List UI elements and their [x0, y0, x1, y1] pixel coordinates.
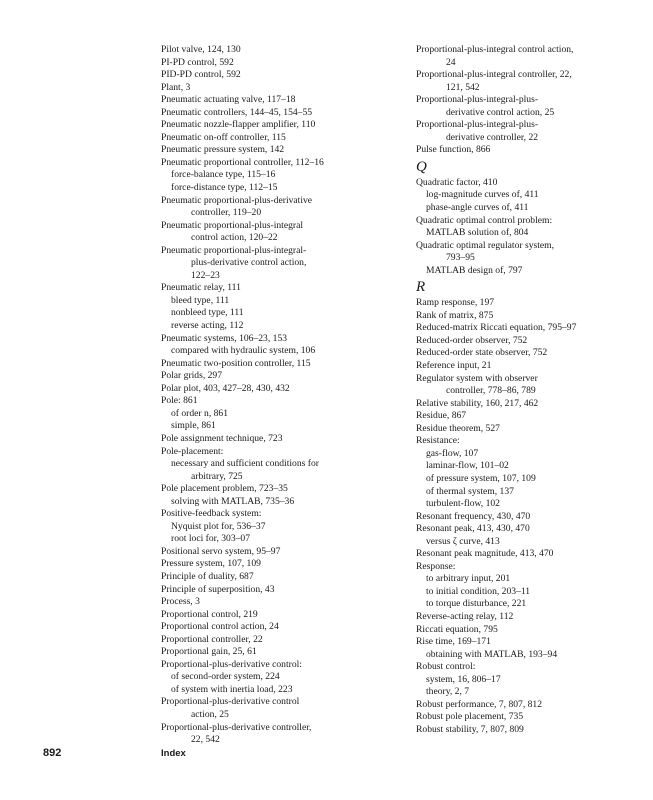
index-subentry: theory, 2, 7 — [426, 686, 470, 698]
index-entry: Riccati equation, 795 — [416, 623, 498, 635]
index-entry: Robust performance, 7, 807, 812 — [416, 698, 543, 710]
index-subentry: MATLAB solution of, 804 — [426, 227, 529, 239]
index-entry: Plant, 3 — [161, 81, 191, 93]
index-entry: Proportional-plus-integral-plus- — [416, 119, 539, 131]
index-entry: Positive-feedback system: — [161, 508, 262, 520]
index-entry: Proportional-plus-integral control action, — [416, 44, 574, 55]
index-entry: Regulator system with observer — [416, 372, 538, 384]
index-entry: Proportional control, 219 — [161, 608, 258, 620]
index-entry: Pneumatic actuating valve, 117–18 — [161, 94, 296, 106]
index-entry: Proportional-plus-derivative controller, — [161, 721, 312, 733]
index-entry: Pneumatic relay, 111 — [161, 282, 241, 294]
index-entry: Process, 3 — [161, 596, 200, 608]
index-subentry: 122–23 — [191, 269, 220, 281]
index-entry: Resonant peak, 413, 430, 470 — [416, 523, 530, 535]
index-subentry: action, 25 — [191, 708, 229, 720]
index-subentry: bleed type, 111 — [171, 294, 230, 306]
running-head: Index — [161, 748, 186, 759]
index-subentry: phase-angle curves of, 411 — [426, 202, 529, 214]
index-entry: Positional servo system, 95–97 — [161, 545, 281, 557]
index-entry: Resistance: — [416, 435, 460, 447]
index-subentry: obtaining with MATLAB, 193–94 — [426, 648, 558, 660]
index-entry: Pulse function, 866 — [416, 144, 491, 156]
index-entry: Proportional control action, 24 — [161, 621, 279, 633]
index-letter-heading: Q — [416, 158, 427, 175]
index-subentry: of second-order system, 224 — [171, 671, 280, 683]
index-entry: Pneumatic controllers, 144–45, 154–55 — [161, 106, 313, 118]
index-subentry: plus-derivative control action, — [191, 257, 307, 269]
index-entry: PI-PD control, 592 — [161, 56, 234, 68]
index-subentry: laminar-flow, 101–02 — [426, 460, 509, 472]
index-entry: Pneumatic proportional-plus-integral — [161, 219, 304, 231]
index-subentry: versus ζ curve, 413 — [426, 535, 500, 547]
index-entry: Quadratic optimal control problem: — [416, 214, 553, 226]
index-subentry: force-distance type, 112–15 — [171, 182, 278, 194]
index-entry: Pneumatic two-position controller, 115 — [161, 357, 311, 369]
index-subentry: MATLAB design of, 797 — [426, 264, 523, 276]
index-subentry: of order n, 861 — [171, 407, 229, 419]
index-entry: Robust control: — [416, 661, 476, 673]
index-entry: Ramp response, 197 — [416, 297, 495, 309]
index-entry: Pneumatic proportional-plus-derivative — [161, 194, 313, 206]
index-entry: Pressure system, 107, 109 — [161, 558, 261, 570]
index-subentry: log-magnitude curves of, 411 — [426, 189, 539, 201]
index-subentry: nonbleed type, 111 — [171, 307, 244, 319]
index-entry: Response: — [416, 560, 456, 572]
index-letter-heading: R — [416, 279, 426, 296]
index-entry: Pole assignment technique, 723 — [161, 432, 283, 444]
index-subentry: necessary and sufficient conditions for — [171, 458, 319, 470]
index-subentry: of thermal system, 137 — [426, 485, 514, 497]
index-subentry: solving with MATLAB, 735–36 — [171, 495, 295, 507]
index-entry: Reduced-order observer, 752 — [416, 334, 528, 346]
index-subentry: to arbitrary input, 201 — [426, 573, 511, 585]
index-entry: Quadratic factor, 410 — [416, 176, 498, 188]
index-entry: Pilot valve, 124, 130 — [161, 44, 241, 55]
index-column-right — [416, 44, 631, 736]
index-entry: Reduced-matrix Riccati equation, 795–97 — [416, 322, 577, 334]
index-entry: Proportional-plus-derivative control: — [161, 658, 302, 670]
index-entry: Robust pole placement, 735 — [416, 711, 524, 723]
index-entry: Pneumatic pressure system, 142 — [161, 144, 285, 156]
index-entry: Reference input, 21 — [416, 360, 492, 372]
index-entry: PID-PD control, 592 — [161, 69, 241, 81]
index-entry: Pole: 861 — [161, 395, 198, 407]
index-entry: Quadratic optimal regulator system, — [416, 239, 555, 251]
index-entry: Proportional gain, 25, 61 — [161, 646, 257, 658]
index-subentry: to initial condition, 203–11 — [426, 585, 531, 597]
index-entry: Pneumatic proportional-plus-integral- — [161, 244, 307, 256]
index-subentry: derivative control action, 25 — [446, 106, 555, 118]
index-entry: Principle of duality, 687 — [161, 570, 254, 582]
index-entry: Proportional-plus-integral controller, 22, — [416, 69, 572, 81]
index-subentry: root loci for, 303–07 — [171, 533, 251, 545]
index-entry: Pneumatic proportional controller, 112–16 — [161, 156, 324, 168]
index-subentry: force-balance type, 115–16 — [171, 169, 276, 181]
index-entry: Pneumatic systems, 106–23, 153 — [161, 332, 288, 344]
index-subentry: 121, 542 — [446, 81, 480, 93]
index-subentry: turbulent-flow, 102 — [426, 498, 500, 510]
index-subentry: control action, 120–22 — [191, 232, 278, 244]
index-entry: Resonant frequency, 430, 470 — [416, 510, 531, 522]
index-subentry: of system with inertia load, 223 — [171, 683, 293, 695]
index-entry: Relative stability, 160, 217, 462 — [416, 397, 539, 409]
index-entry: Reduced-order state observer, 752 — [416, 347, 548, 359]
index-entry: Polar plot, 403, 427–28, 430, 432 — [161, 382, 290, 394]
index-entry: Principle of superposition, 43 — [161, 583, 275, 595]
index-subentry: to torque disturbance, 221 — [426, 598, 527, 610]
index-entry: Pole placement problem, 723–35 — [161, 483, 288, 495]
index-column-left — [161, 44, 396, 747]
index-entry: Proportional-plus-derivative control — [161, 696, 300, 708]
index-entry: Reverse-acting relay, 112 — [416, 610, 514, 622]
index-entry: Pole-placement: — [161, 445, 224, 457]
index-subentry: compared with hydraulic system, 106 — [171, 345, 316, 357]
index-entry: Rank of matrix, 875 — [416, 309, 494, 321]
index-subentry: controller, 778–86, 789 — [446, 385, 536, 397]
index-subentry: derivative controller, 22 — [446, 131, 539, 143]
index-subentry: reverse acting, 112 — [171, 320, 244, 332]
index-entry: Proportional-plus-integral-plus- — [416, 94, 539, 106]
index-entry: Pneumatic on-off controller, 115 — [161, 131, 286, 143]
index-subentry: system, 16, 806–17 — [426, 673, 501, 685]
index-entry: Resonant peak magnitude, 413, 470 — [416, 548, 554, 560]
index-subentry: simple, 861 — [171, 420, 216, 432]
index-subentry: 24 — [446, 56, 456, 68]
index-subentry: 22, 542 — [191, 734, 220, 746]
page-number: 892 — [43, 747, 62, 759]
index-entry: Robust stability, 7, 807, 809 — [416, 723, 524, 735]
index-entry: Polar grids, 297 — [161, 370, 223, 382]
index-entry: Residue, 867 — [416, 410, 467, 422]
index-subentry: arbitrary, 725 — [191, 470, 243, 482]
index-entry: Residue theorem, 527 — [416, 422, 500, 434]
index-subentry: controller, 119–20 — [191, 207, 262, 219]
index-subentry: Nyquist plot for, 536–37 — [171, 520, 266, 532]
index-subentry: of pressure system, 107, 109 — [426, 472, 536, 484]
index-subentry: 793–95 — [446, 252, 475, 264]
index-entry: Rise time, 169–171 — [416, 636, 491, 648]
index-entry: Pneumatic nozzle-flapper amplifier, 110 — [161, 119, 316, 131]
index-subentry: gas-flow, 107 — [426, 447, 479, 459]
index-entry: Proportional controller, 22 — [161, 633, 263, 645]
